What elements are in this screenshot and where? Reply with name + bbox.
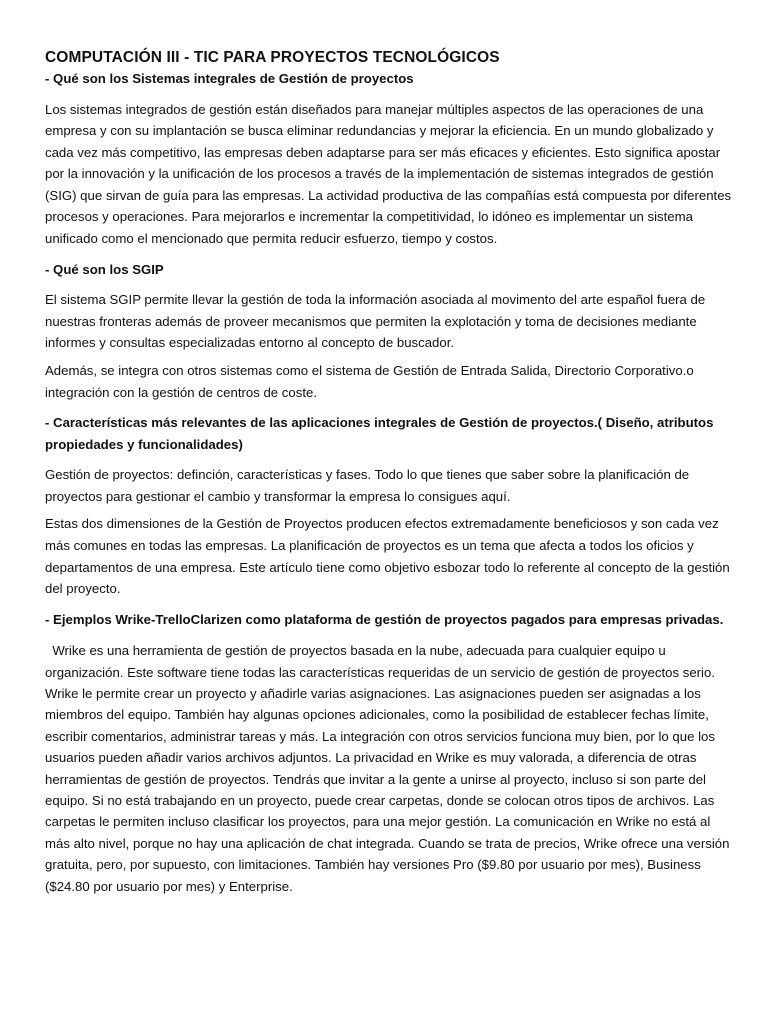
section-heading-caracteristicas: - Características más relevantes de las aplicaciones integrales de Gestión de proyectos.( Diseño, atributos propiedades y funcionalidades) xyxy=(45,415,714,452)
paragraph-caracteristicas-2: Estas dos dimensiones de la Gestión de Proyectos producen efectos extremadamente beneficiosos y son cada vez más comunes en todas las empresas. La planificación de proyectos es un tema que afecta a todos los oficios y departamentos de una empresa. Este artículo tiene como objetivo esbozar todo lo referente al concepto de la gestión del proyecto. xyxy=(45,516,730,597)
document-page xyxy=(45,48,735,897)
paragraph-wrike: Wrike es una herramienta de gestión de proyectos basada en la nube, adecuada para cualquier equipo u organización. Este software tiene todas las características requeridas de un servicio de gestión de proyectos serio. Wrike le permite crear un proyecto y añadirle varias asignaciones. Las asignaciones pueden ser asignadas a los miembros del equipo. También hay algunas opciones adicionales, como la posibilidad de establecer fechas límite, escribir comentarios, administrar tareas y más. La integración con otros servicios funciona muy bien, por lo que los usuarios pueden añadir varios archivos adjuntos. La privacidad en Wrike es muy valorada, a diferencia de otras herramientas de gestión de proyectos. Tendrás que invitar a la gente a unirse al proyecto, incluso si son parte del equipo. Si no está trabajando en un proyecto, puede crear carpetas, donde se colocan otros tipos de archivos. Las carpetas le permiten incluso clasificar los proyectos, para una mejor gestión. La comunicación en Wrike no está al más alto nivel, porque no hay una aplicación de chat integrada. Cuando se trata de precios, Wrike ofrece una versión gratuita, pero, por supuesto, con limitaciones. También hay versiones Pro ($9.80 por usuario por mes), Business ($24.80 por usuario por mes) y Enterprise. xyxy=(45,643,734,894)
section-heading-ejemplos: - Ejemplos Wrike-TrelloClarizen como plataforma de gestión de proyectos pagados para empresas privadas. xyxy=(45,611,724,627)
paragraph-sistemas-integrales: Los sistemas integrados de gestión están diseñados para manejar múltiples aspectos de las operaciones de una empresa y con su implantación se busca eliminar redundancias y mejorar la eficiencia. En un mundo globalizado y cada vez más competitivo, las empresas deben adaptarse para ser más eficaces y eficientes. Esto significa apostar por la innovación y la unificación de los procesos a través de la implementación de sistemas integrados de gestión (SIG) que sirvan de guía para las empresas. La actividad productiva de las compañías está compuesta por diferentes procesos y operaciones. Para mejorarlos e incrementar la competitividad, lo idóneo es implementar un sistema unificado como el mencionado que permita reducir esfuerzo, tiempo y costos. xyxy=(45,101,732,247)
paragraph-caracteristicas-1: Gestión de proyectos: definción, características y fases. Todo lo que tienes que saber sobre la planificación de proyectos para gestionar el cambio y transformar la empresa lo consigues aquí. xyxy=(45,467,690,504)
section-heading-sgip: - Qué son los SGIP xyxy=(45,261,164,277)
paragraph-sgip-2: Además, se integra con otros sistemas como el sistema de Gestión de Entrada Salida, Directorio Corporativo.o integración con la gestión de centros de coste. xyxy=(45,362,694,400)
paragraph-sgip-1: El sistema SGIP permite llevar la gestión de toda la información asociada al movimento del arte español fuera de nuestras fronteras además de proveer mecanismos que permiten la explotación y toma de decisiones mediante informes y consultas especializadas entorno al concepto de buscador. xyxy=(45,292,706,351)
section-heading-sistemas-integrales: - Qué son los Sistemas integrales de Gestión de proyectos xyxy=(45,71,414,86)
document-title: COMPUTACIÓN III - TIC PARA PROYECTOS TECNOLÓGICOS xyxy=(45,49,500,66)
